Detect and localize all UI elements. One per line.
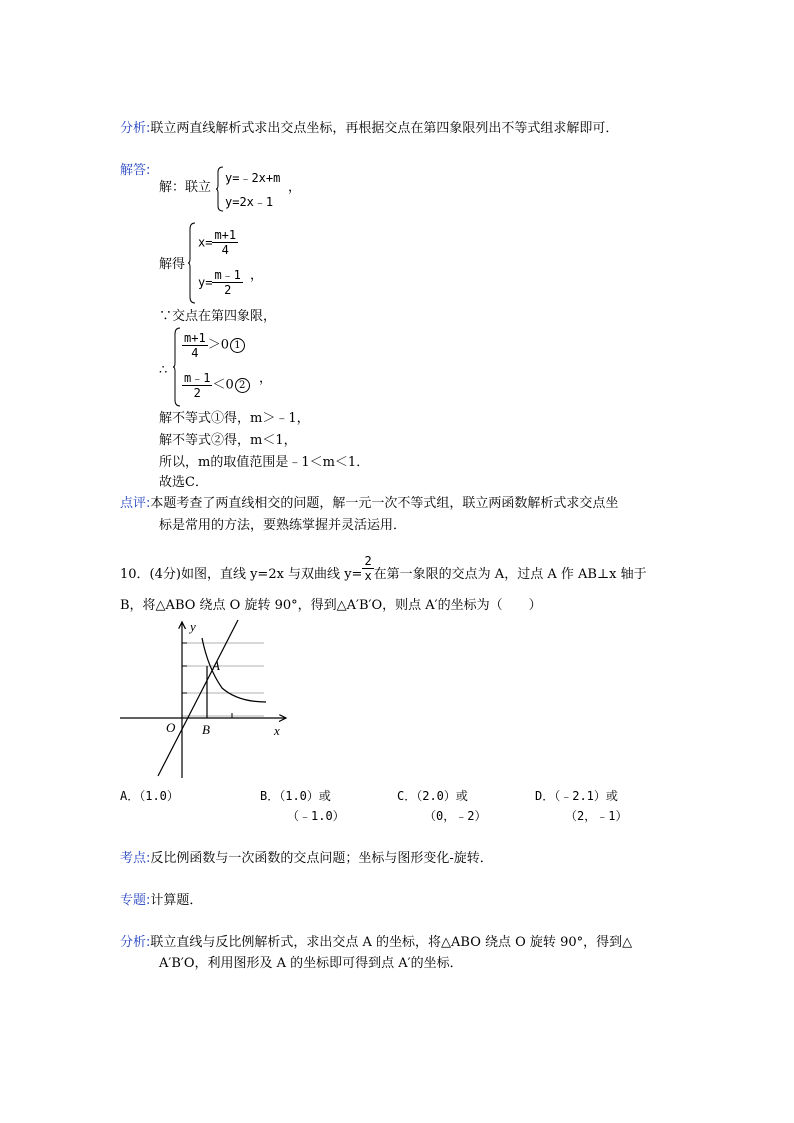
ineq1-relation: ＞0 <box>207 337 229 353</box>
comment-line-1: 本题考查了两直线相交的问题，解一元一次不等式组，联立两函数解析式求交点坐 <box>150 496 619 511</box>
y-axis-label: y <box>190 619 196 634</box>
comment-line-2: 标是常用的方法，要熟练掌握并灵活运用． <box>159 518 407 533</box>
zhuanti-text: 计算题． <box>150 893 203 908</box>
function-graph <box>118 618 293 784</box>
zhuanti-label: 专题: <box>120 893 151 908</box>
analysis-label: 分析: <box>120 935 151 950</box>
step-3: 所以，m的取值范围是﹣1＜m＜1． <box>159 455 370 470</box>
got-label: 解得 <box>159 257 186 272</box>
y-denominator: 2 <box>224 283 232 297</box>
ineq2-numerator: m﹣1 <box>184 371 211 385</box>
equation-2: y=2x﹣1 <box>225 195 274 209</box>
ineq1-numerator: m+1 <box>184 331 206 345</box>
y-numerator: m﹣1 <box>214 268 241 282</box>
stem-frac-denominator: x <box>364 569 372 583</box>
comma: ， <box>259 371 273 386</box>
q10-zhuanti <box>120 893 202 909</box>
comment-label: 点评: <box>120 496 151 511</box>
stem-fraction <box>362 554 373 583</box>
ineq2-fraction <box>182 371 212 400</box>
therefore-sign: ∴ <box>159 363 168 378</box>
analysis-line-1: 联立直线与反比例解析式，求出交点 A 的坐标，将△ABO 绕点 O 旋转 90°，得到△ <box>150 935 633 950</box>
brace-icon <box>188 222 196 304</box>
ineq2-relation: ＜0 <box>212 377 234 393</box>
step-1: 解不等式①得，m＞﹣1， <box>159 411 310 426</box>
point-b-label: B <box>202 722 210 737</box>
option-c-line-2: （0，﹣2） <box>424 809 487 823</box>
solve-prefix: 解：联立 <box>159 180 212 195</box>
circled-number-2: 2 <box>235 378 250 393</box>
option-b[interactable]: B．（1.0）或 <box>260 789 331 803</box>
kaodian-label: 考点: <box>120 851 151 866</box>
step-4: 故选C． <box>159 475 208 490</box>
equation-1: y=﹣2x+m <box>225 171 281 185</box>
equation-system-1 <box>216 166 316 212</box>
inequality-2 <box>182 371 250 400</box>
option-d-line-2: （2，﹣1） <box>565 809 628 823</box>
stem-part-a: 10．(4分)如图，直线 y=2x 与双曲线 y= <box>120 567 363 582</box>
step-2: 解不等式②得，m＜1， <box>159 433 297 448</box>
comma: ， <box>250 268 264 283</box>
ineq1-fraction <box>182 331 208 360</box>
stem-part-b: 在第一象限的交点为 A，过点 A 作 AB⊥x 轴于 <box>373 567 647 582</box>
kaodian-text: 反比例函数与一次函数的交点问题；坐标与图形变化-旋转． <box>150 851 493 866</box>
option-d[interactable]: D．（﹣2.1）或 <box>535 789 618 803</box>
x-axis-label: x <box>274 723 280 738</box>
x-fraction <box>212 228 238 257</box>
answer-label: 解答: <box>120 163 151 178</box>
x-numerator: m+1 <box>214 228 237 242</box>
option-a[interactable]: A．（1.0） <box>120 789 179 803</box>
option-b-line-2: （﹣1.0） <box>287 809 345 823</box>
inequality-system <box>173 327 283 407</box>
q9-comment <box>120 496 618 512</box>
inequality-1 <box>182 331 245 360</box>
stem-frac-numerator: 2 <box>364 554 372 568</box>
circled-number-1: 1 <box>230 338 245 353</box>
q10-analysis <box>120 935 632 951</box>
brace-icon <box>216 166 224 212</box>
brace-icon <box>173 327 181 407</box>
solution-system <box>188 222 278 304</box>
y-fraction <box>212 268 242 297</box>
ineq2-denominator: 2 <box>193 386 201 400</box>
comma: ， <box>288 180 302 195</box>
analysis-text: 联立两直线解析式求出交点坐标，再根据交点在第四象限列出不等式组求解即可． <box>150 121 619 136</box>
x-denominator: 4 <box>221 243 229 257</box>
q10-kaodian <box>120 851 493 867</box>
q10-stem-line-2: B，将△ABO 绕点 O 旋转 90°，得到△A′B′O，则点 A′的坐标为（ ） <box>120 598 542 613</box>
analysis-label: 分析: <box>120 121 151 136</box>
x-eq: x= <box>198 235 213 250</box>
q10-stem-line-1 <box>120 554 647 583</box>
ineq1-denominator: 4 <box>191 346 199 360</box>
x-solution <box>198 228 238 257</box>
y-solution <box>198 268 243 297</box>
analysis-line-2: A′B′O，利用图形及 A 的坐标即可得到点 A′的坐标． <box>159 956 463 971</box>
option-c[interactable]: C．（2.0）或 <box>397 789 468 803</box>
y-eq: y= <box>198 275 213 290</box>
q9-analysis <box>120 121 618 137</box>
because-line: ∵交点在第四象限， <box>159 309 277 324</box>
point-a-label: A <box>212 658 220 673</box>
origin-label: O <box>166 720 176 735</box>
